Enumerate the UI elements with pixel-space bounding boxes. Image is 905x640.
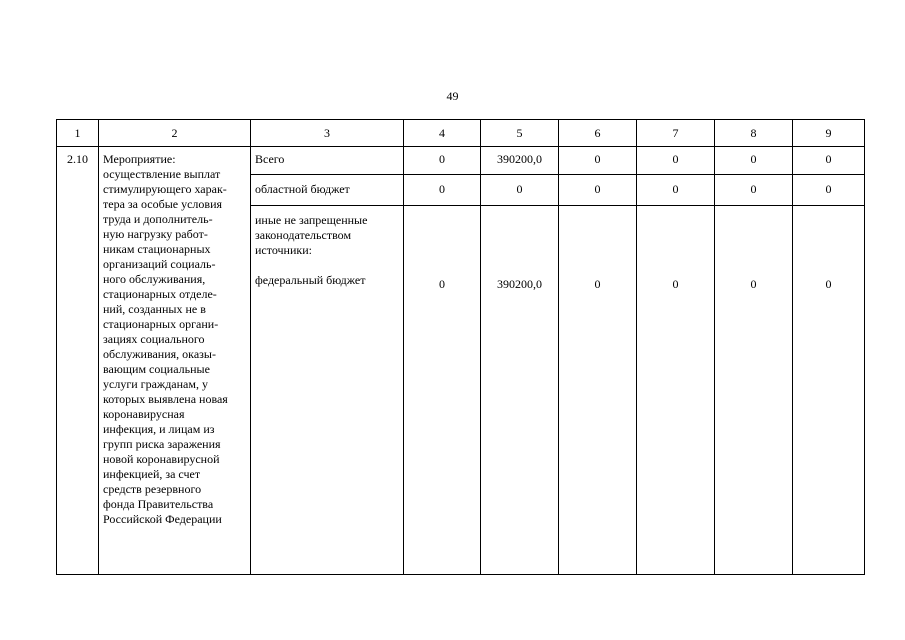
- description-line: новой коронавирусной: [103, 452, 220, 466]
- value-cell: 390200,0: [481, 147, 559, 175]
- description-line: ного обслуживания,: [103, 272, 206, 286]
- page-number: 49: [446, 89, 459, 103]
- description-line: Российской Федерации: [103, 512, 222, 526]
- source-other-line: иные не запрещенные: [255, 213, 368, 227]
- description-line: стационарных отделе-: [103, 287, 217, 301]
- line-spacer: [255, 258, 401, 273]
- source-federal-budget: федеральный бюджет: [255, 273, 366, 287]
- value-text: 0: [594, 277, 601, 291]
- source-total: Всего: [251, 147, 404, 175]
- source-other-line: источники:: [255, 243, 312, 257]
- source-other-line: законодательством: [255, 228, 352, 242]
- value-cell: 0: [404, 175, 481, 206]
- value-cell: 0: [715, 175, 793, 206]
- column-header-3: 3: [251, 120, 404, 147]
- header-row: [57, 120, 865, 147]
- value-text: 0: [672, 277, 679, 291]
- value-text: 0: [750, 277, 757, 291]
- value-text: 0: [439, 277, 445, 291]
- column-header-7: 7: [637, 120, 715, 147]
- value-text: 0: [825, 277, 832, 291]
- column-header-2: 2: [99, 120, 251, 147]
- column-header-8: 8: [715, 120, 793, 147]
- description-line: фонда Правительства: [103, 497, 214, 511]
- description-line: которых выявлена новая: [103, 392, 228, 406]
- funding-table: [56, 119, 865, 575]
- description-line: стационарных органи-: [103, 317, 219, 331]
- column-header-9: 9: [793, 120, 865, 147]
- value-cell: 0: [715, 147, 793, 175]
- measure-description: [99, 147, 251, 575]
- description-line: организаций социаль-: [103, 257, 216, 271]
- value-cell: 0: [793, 175, 865, 206]
- source-other: [251, 206, 404, 575]
- description-line: инфекция, и лицам из: [103, 422, 215, 436]
- value-cell: [404, 206, 481, 575]
- value-cell: 0: [559, 147, 637, 175]
- value-cell: 0: [793, 147, 865, 175]
- column-header-5: 5: [481, 120, 559, 147]
- value-cell: [793, 206, 865, 575]
- description-line: вающим социальные: [103, 362, 210, 376]
- description-line: Мероприятие:: [103, 152, 176, 166]
- description-line: ную нагрузку работ-: [103, 227, 208, 241]
- description-line: групп риска заражения: [103, 437, 221, 451]
- source-regional-budget: областной бюджет: [251, 175, 404, 206]
- table-row: [57, 147, 865, 175]
- value-cell: 0: [481, 175, 559, 206]
- description-line: осуществление выплат: [103, 167, 221, 181]
- column-header-4: 4: [404, 120, 481, 147]
- value-text: 390200,0: [497, 277, 542, 291]
- value-cell: [637, 206, 715, 575]
- column-header-1: 1: [57, 120, 99, 147]
- description-line: труда и дополнитель-: [103, 212, 213, 226]
- description-line: стимулирующего харак-: [103, 182, 227, 196]
- description-line: обслуживания, оказы-: [103, 347, 216, 361]
- value-cell: 0: [637, 147, 715, 175]
- description-line: ний, созданных не в: [103, 302, 206, 316]
- value-cell: 0: [637, 175, 715, 206]
- description-line: услуги гражданам, у: [103, 377, 208, 391]
- value-cell: [559, 206, 637, 575]
- description-line: никам стационарных: [103, 242, 211, 256]
- value-cell: [481, 206, 559, 575]
- description-line: коронавирусная: [103, 407, 185, 421]
- column-header-6: 6: [559, 120, 637, 147]
- description-line: инфекцией, за счет: [103, 467, 201, 481]
- value-cell: 0: [404, 147, 481, 175]
- description-line: средств резервного: [103, 482, 202, 496]
- description-line: тера за особые условия: [103, 197, 223, 211]
- description-line: зациях социального: [103, 332, 205, 346]
- value-cell: [715, 206, 793, 575]
- value-cell: 0: [559, 175, 637, 206]
- row-number: 2.10: [57, 147, 99, 575]
